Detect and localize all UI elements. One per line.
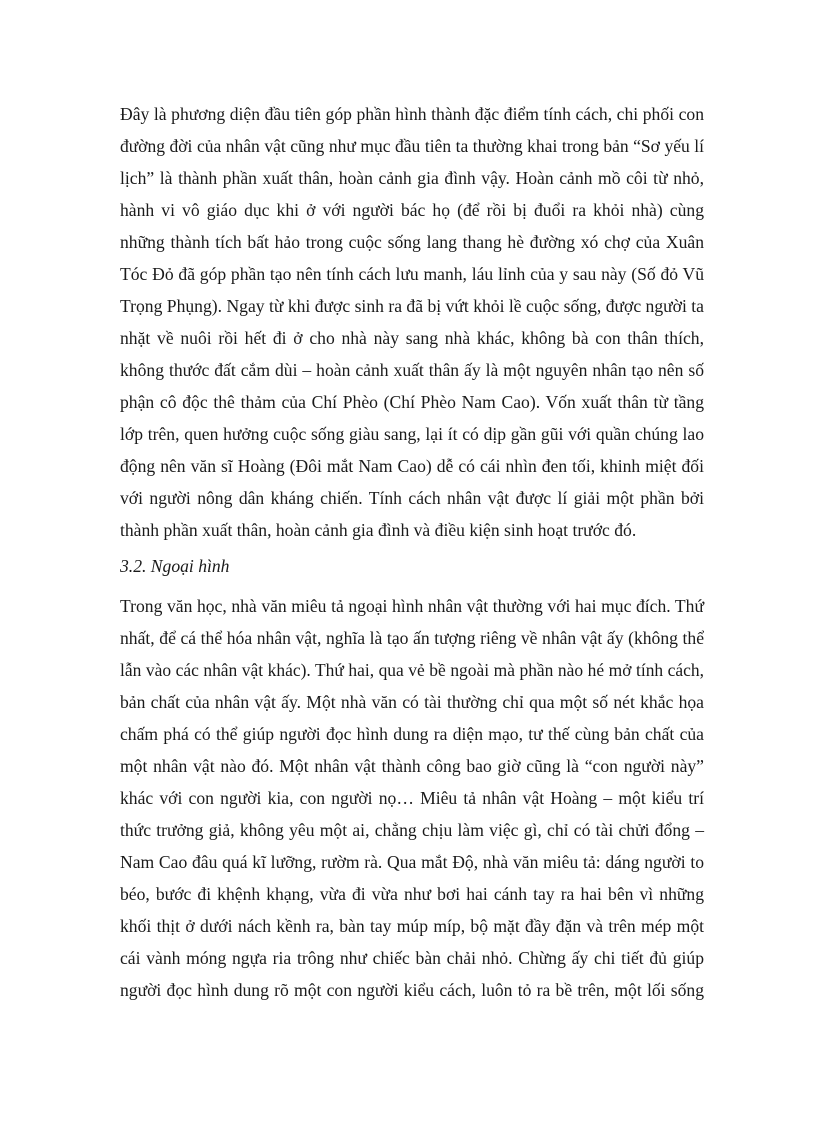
paragraph-line: với người nông dân kháng chiến. Tính cách nhân vật được lí giải một phần bởi [120,488,704,508]
paragraph-line: động nên văn sĩ Hoàng (Đôi mắt Nam Cao) dễ có cái nhìn đen tối, khinh miệt đối [120,456,704,476]
paragraph-line: Tóc Đỏ đã góp phần tạo nên tính cách lưu manh, láu lỉnh của y sau này (Số đỏ Vũ [120,264,704,284]
paragraph-line: những thành tích bất hảo trong cuộc sống lang thang hè đường xó chợ của Xuân [120,232,704,252]
section-heading: 3.2. Ngoại hình [120,556,230,576]
paragraph-line: chấm phá có thể giúp người đọc hình dung ra diện mạo, tư thế cùng bản chất của [120,724,704,744]
paragraph-line: Trong văn học, nhà văn miêu tả ngoại hình nhân vật thường với hai mục đích. Thứ [120,596,704,616]
paragraph-line: cái vành móng ngựa ria trông như chiếc bàn chải nhỏ. Chừng ấy chi tiết đủ giúp [120,948,704,968]
paragraph-line: lịch” là thành phần xuất thân, hoàn cảnh gia đình vậy. Hoàn cảnh mồ côi từ nhỏ, [120,168,704,188]
paragraph-line: phận cô độc thê thảm của Chí Phèo (Chí Phèo Nam Cao). Vốn xuất thân từ tầng [120,392,704,412]
paragraph-line: thành phần xuất thân, hoàn cảnh gia đình và điều kiện sinh hoạt trước đó. [120,520,637,540]
paragraph-line: Trọng Phụng). Ngay từ khi được sinh ra đã bị vứt khỏi lề cuộc sống, được người ta [120,296,704,316]
paragraph-line: lớp trên, quen hưởng cuộc sống giàu sang, lại ít có dịp gần gũi với quần chúng lao [120,424,704,444]
paragraph-line: khác với con người kia, con người nọ… Miêu tả nhân vật Hoàng – một kiểu trí [120,788,704,808]
paragraph-appearance [120,590,704,1006]
paragraph-line: một nhân vật nào đó. Một nhân vật thành công bao giờ cũng là “con người này” [120,756,704,776]
paragraph-line: lẫn vào các nhân vật khác). Thứ hai, qua vẻ bề ngoài mà phần nào hé mở tính cách, [120,660,704,680]
paragraph-line: hành vi vô giáo dục khi ở với người bác họ (để rồi bị đuổi ra khỏi nhà) cùng [120,200,704,220]
paragraph-background [120,98,704,546]
paragraph-line: béo, bước đi khệnh khạng, vừa đi vừa như bơi hai cánh tay ra hai bên vì những [120,884,704,904]
paragraph-line: bản chất của nhân vật ấy. Một nhà văn có tài thường chỉ qua một số nét khắc họa [120,692,704,712]
paragraph-line: đường đời của nhân vật cũng như mục đầu tiên ta thường khai trong bản “Sơ yếu lí [120,136,704,156]
paragraph-line: Đây là phương diện đầu tiên góp phần hình thành đặc điểm tính cách, chi phối con [120,104,704,124]
paragraph-line: nhặt về nuôi rồi hết đi ở cho nhà này sang nhà khác, không bà con thân thích, [120,328,704,348]
paragraph-line: khối thịt ở dưới nách kềnh ra, bàn tay múp míp, bộ mặt đầy đặn và trên mép một [120,916,704,936]
paragraph-line: Nam Cao đâu quá kĩ lưỡng, rườm rà. Qua mắt Độ, nhà văn miêu tả: dáng người to [120,852,704,872]
paragraph-line: người đọc hình dung rõ một con người kiểu cách, luôn tỏ ra bề trên, một lối sống [120,980,704,1000]
paragraph-line: thức trưởng giả, không yêu một ai, chẳng chịu làm việc gì, chỉ có tài chửi đổng – [120,820,704,840]
paragraph-line: không thước đất cắm dùi – hoàn cảnh xuất thân ấy là một nguyên nhân tạo nên số [120,360,704,380]
paragraph-line: nhất, để cá thể hóa nhân vật, nghĩa là tạo ấn tượng riêng về nhân vật ấy (không thể [120,628,704,648]
